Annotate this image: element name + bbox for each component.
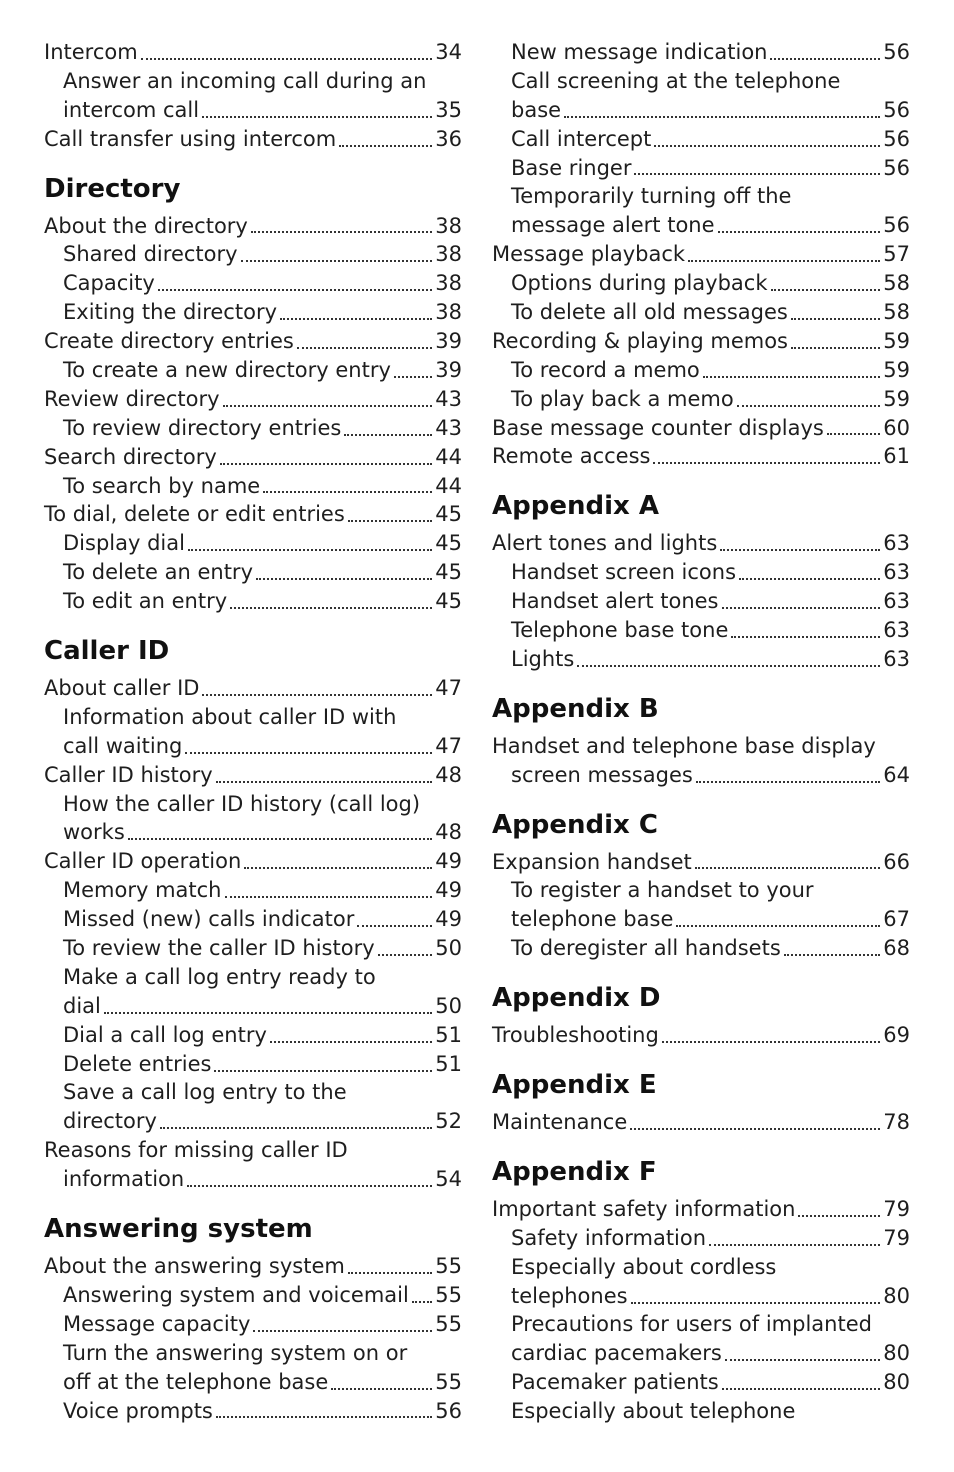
toc-entry-title: telephones [511,1283,628,1308]
section-heading-appendix-c: Appendix C [492,809,658,840]
dot-leader [798,1215,880,1217]
toc-entry[interactable] [492,1368,910,1397]
toc-page-number: 43 [435,386,462,411]
toc-entry[interactable] [44,1397,462,1426]
toc-entry-title: Troubleshooting [492,1023,659,1048]
toc-entry[interactable] [44,414,462,443]
toc-entry[interactable] [44,125,462,154]
dot-leader [709,1244,880,1246]
toc-entry[interactable] [492,616,910,645]
toc-page-number: 78 [883,1110,910,1135]
dot-leader [225,896,433,898]
dot-leader [202,116,432,118]
dot-leader [630,1128,880,1130]
toc-page-number: 47 [435,733,462,758]
dot-leader [141,58,433,60]
toc-entry[interactable] [44,327,462,356]
toc-page-number: 79 [883,1196,910,1221]
dot-leader [654,145,880,147]
toc-entry[interactable] [44,385,462,414]
dot-leader [394,376,432,378]
toc-entry-title: Lights [511,646,575,671]
toc-entry-text-line [44,67,462,96]
dot-leader [722,1388,881,1390]
toc-entry[interactable] [44,1252,462,1281]
toc-entry-title: off at the telephone base [63,1369,329,1394]
toc-page-number: 80 [883,1370,910,1395]
toc-entry-text-line [492,732,910,761]
toc-entry-title: Dial a call log entry [63,1022,267,1047]
toc-entry[interactable] [44,761,462,790]
dot-leader [230,607,432,609]
toc-entry[interactable] [492,414,910,443]
toc-entry[interactable] [492,1282,910,1311]
dot-leader [253,1330,432,1332]
toc-page-number: 63 [883,646,910,671]
toc-page-number: 49 [435,849,462,874]
dot-leader [348,1272,432,1274]
toc-entry[interactable] [44,1021,462,1050]
toc-entry[interactable] [44,356,462,385]
toc-entry-text-line [492,876,910,905]
toc-entry[interactable] [44,818,462,847]
toc-entry-title: telephone base [511,907,674,932]
toc-entry-title: Message playback [492,242,686,267]
toc-entry-title: Call transfer using intercom [44,126,337,151]
dot-leader [791,347,880,349]
toc-entry[interactable] [492,442,910,471]
toc-page-number: 69 [883,1023,910,1048]
toc-entry-title: cardiac pacemakers [511,1341,722,1366]
toc-entry-title: information [63,1167,185,1192]
toc-entry[interactable] [44,298,462,327]
dot-leader [241,260,433,262]
toc-entry-title: Memory match [63,878,222,903]
toc-entry-title: directory [63,1109,157,1134]
section-heading-appendix-b: Appendix B [492,693,659,724]
toc-entry-title: Remote access [492,444,651,469]
toc-entry[interactable] [44,443,462,472]
toc-page-number: 36 [435,126,462,151]
toc-page-number: 59 [883,386,910,411]
toc-entry-title: To dial, delete or edit entries [44,502,345,527]
toc-entry-title: Base message counter displays [492,415,824,440]
toc-page-number: 45 [435,560,462,585]
section-heading-appendix-f: Appendix F [492,1156,657,1187]
toc-entry-title: works [63,820,125,845]
dot-leader [220,463,432,465]
toc-page-number: 56 [883,126,910,151]
dot-leader [244,867,432,869]
toc-entry[interactable] [44,472,462,501]
toc-page-number: 49 [435,878,462,903]
dot-leader [564,116,880,118]
toc-right-column [492,38,910,1426]
toc-entry-text-line [44,703,462,732]
toc-entry[interactable] [44,212,462,241]
toc-entry-title: To delete an entry [63,560,253,585]
toc-entry-title: Review directory [44,386,220,411]
toc-entry-title: Caller ID operation [44,849,242,874]
dot-leader [216,781,433,783]
toc-entry[interactable] [492,38,910,67]
toc-entry-title: Answer an incoming call during an [63,68,427,93]
toc-entry[interactable] [492,356,910,385]
dot-leader [634,173,880,175]
dot-leader [187,1185,432,1187]
dot-leader [718,231,881,233]
toc-entry-title: Display dial [63,531,185,556]
toc-entry[interactable] [492,905,910,934]
toc-entry[interactable] [44,674,462,703]
toc-entry-title: Voice prompts [63,1398,213,1423]
toc-entry[interactable] [492,240,910,269]
dot-leader [348,520,432,522]
dot-leader [216,1416,432,1418]
toc-entry-title: To record a memo [511,357,700,382]
toc-entry-title: intercom call [63,97,200,122]
toc-page-number: 56 [435,1398,462,1423]
toc-page-number: 60 [883,415,910,440]
toc-entry[interactable] [492,645,910,674]
toc-page-number: 63 [883,618,910,643]
toc-entry[interactable] [492,1021,910,1050]
dot-leader [662,1041,880,1043]
toc-page-number: 43 [435,415,462,440]
toc-entry-title: Reasons for missing caller ID [44,1138,348,1163]
dot-leader [378,954,433,956]
toc-entry-text-line [492,67,910,96]
toc-entry[interactable] [44,905,462,934]
toc-entry-title: Especially about cordless [511,1254,777,1279]
toc-entry-title: Call intercept [511,126,652,151]
toc-entry-title: To play back a memo [511,386,734,411]
toc-entry[interactable] [44,934,462,963]
toc-page-number: 58 [883,300,910,324]
toc-entry-title: To review directory entries [63,415,342,440]
toc-entry[interactable] [492,298,910,327]
toc-page-number: 80 [883,1341,910,1366]
toc-page-number: 56 [883,155,910,180]
toc-page-number: 35 [435,97,462,122]
toc-entry-title: Telephone base tone [511,618,729,643]
toc-entry[interactable] [44,38,462,67]
toc-entry-title: Alert tones and lights [492,531,718,556]
toc-entry-title: Capacity [63,271,155,296]
toc-page-number: 38 [435,242,462,267]
toc-entry[interactable] [492,125,910,154]
toc-page-number: 63 [883,589,910,614]
toc-entry-title: To edit an entry [63,589,228,614]
dot-leader [270,1041,432,1043]
dot-leader [688,260,880,262]
toc-entry-title: To delete all old messages [511,300,788,324]
section-heading-appendix-e: Appendix E [492,1070,657,1101]
toc-entry-title: message alert tone [511,213,715,238]
toc-page-number: 45 [435,531,462,556]
toc-page-number: 79 [883,1225,910,1250]
toc-entry-text-line [492,1311,910,1340]
toc-entry-title: Base ringer [511,155,632,180]
toc-entry[interactable] [44,269,462,298]
toc-entry-title: Delete entries [63,1051,212,1076]
dot-leader [344,434,432,436]
toc-entry[interactable] [44,529,462,558]
toc-entry[interactable] [44,992,462,1021]
toc-page-number: 61 [883,444,910,469]
toc-page-number: 68 [883,936,910,961]
dot-leader [128,838,433,840]
dot-leader [770,58,880,60]
section-heading-appendix-d: Appendix D [492,983,661,1014]
dot-leader [696,781,880,783]
toc-entry[interactable] [492,1339,910,1368]
dot-leader [223,405,433,407]
toc-entry[interactable] [492,1224,910,1253]
dot-leader [784,954,881,956]
toc-page-number: 55 [435,1311,462,1336]
dot-leader [339,145,432,147]
dot-leader [631,1302,881,1304]
dot-leader [188,549,432,551]
toc-entry-title: Intercom [44,39,138,64]
dot-leader [256,578,432,580]
toc-page-number: 57 [883,242,910,267]
toc-page-number: 56 [883,97,910,122]
dot-leader [739,578,880,580]
toc-page-number: 48 [435,762,462,787]
toc-entry[interactable] [492,154,910,183]
toc-entry-text-line [492,1397,910,1426]
toc-entry-title: Maintenance [492,1110,628,1135]
toc-page-number: 59 [883,357,910,382]
toc-page-number: 34 [435,39,462,64]
toc-entry-title: Missed (new) calls indicator [63,907,355,932]
toc-entry-title: Especially about telephone [511,1399,796,1424]
toc-entry-text-line [492,182,910,211]
toc-entry[interactable] [44,876,462,905]
toc-entry-title: Options during playback [511,271,768,296]
toc-entry-title: Information about caller ID with [63,704,397,729]
toc-left-column [44,38,462,1425]
toc-entry[interactable] [44,1368,462,1397]
toc-entry-title: About the answering system [44,1254,345,1279]
toc-entry-title: To search by name [63,473,261,498]
toc-entry-title: call waiting [63,733,183,758]
dot-leader [251,231,432,233]
dot-leader [202,694,432,696]
dot-leader [280,318,432,320]
toc-entry-title: About the directory [44,213,248,238]
toc-entry-title: Recording & playing memos [492,328,788,353]
toc-page-number: 47 [435,676,462,701]
toc-entry-title: dial [63,993,101,1018]
dot-leader [703,376,881,378]
toc-entry-title: Important safety information [492,1196,796,1221]
toc-page-number: 38 [435,213,462,238]
toc-page-number: 39 [435,358,462,382]
section-heading-caller-id: Caller ID [44,636,170,667]
toc-entry[interactable] [44,847,462,876]
toc-entry-title: Message capacity [63,1311,251,1336]
dot-leader [577,665,880,667]
toc-page-number: 44 [435,444,462,469]
toc-entry[interactable] [492,761,910,790]
dot-leader [725,1359,880,1361]
toc-page-number: 59 [883,328,910,353]
toc-entry-title: Expansion handset [492,849,692,874]
toc-entry[interactable] [492,934,910,963]
toc-entry-title: Save a call log entry to the [63,1080,347,1105]
toc-page-number: 54 [435,1167,462,1192]
dot-leader [653,462,880,464]
dot-leader [827,433,880,435]
toc-entry[interactable] [492,529,910,558]
toc-entry-title: Turn the answering system on or [63,1340,408,1365]
toc-entry[interactable] [492,558,910,587]
section-heading-appendix-a: Appendix A [492,491,659,522]
toc-page-number: 64 [883,762,910,787]
toc-entry[interactable] [44,1050,462,1079]
dot-leader [731,636,880,638]
toc-page-number: 49 [435,907,462,932]
toc-page-number: 66 [883,849,910,874]
toc-page-number: 44 [435,473,462,498]
toc-entry-text-line [44,1136,462,1165]
toc-entry[interactable] [492,1195,910,1224]
dot-leader [676,925,880,927]
toc-page-number: 51 [435,1051,462,1076]
toc-entry-title: Handset screen icons [511,560,737,585]
toc-entry-text-line [44,1079,462,1108]
dot-leader [412,1301,432,1303]
toc-entry[interactable] [44,500,462,529]
toc-page-number: 80 [883,1283,910,1308]
toc-page-number: 38 [435,300,462,325]
toc-page-number: 50 [435,993,462,1018]
toc-page-number: 52 [435,1109,462,1134]
toc-entry-text-line [44,1339,462,1368]
dot-leader [160,1127,432,1129]
toc-entry[interactable] [44,558,462,587]
toc-entry[interactable] [44,96,462,125]
dot-leader [158,289,432,291]
dot-leader [331,1388,432,1390]
toc-entry-title: Precautions for users of implanted [511,1312,872,1337]
toc-page-number: 50 [435,936,462,961]
toc-entry[interactable] [492,96,910,125]
dot-leader [771,289,881,291]
toc-entry[interactable] [492,211,910,240]
toc-entry-title: Create directory entries [44,329,294,354]
toc-page-number: 45 [435,589,462,614]
toc-page-number: 56 [883,213,910,238]
dot-leader [297,347,432,349]
toc-page-number: 55 [435,1254,462,1279]
toc-entry-title: To register a handset to your [511,878,814,903]
toc-entry-title: New message indication [511,39,768,64]
toc-page-number: 45 [435,502,462,527]
toc-page-number: 63 [883,531,910,556]
toc-entry-text-line [44,963,462,992]
toc-entry[interactable] [44,1281,462,1310]
toc-entry[interactable] [44,1165,462,1194]
toc-entry-title: screen messages [511,762,693,787]
toc-entry[interactable] [492,385,910,414]
dot-leader [357,925,432,927]
toc-entry-title: To create a new directory entry [63,358,391,382]
dot-leader [722,607,881,609]
toc-entry[interactable] [492,327,910,356]
toc-entry-title: Temporarily turning off the [511,184,792,209]
toc-entry-text-line [44,790,462,819]
toc-entry-title: Shared directory [63,242,238,267]
toc-entry-title: Handset alert tones [511,589,719,614]
toc-page-number: 51 [435,1022,462,1047]
toc-entry[interactable] [44,240,462,269]
toc-entry-title: Call screening at the telephone [511,68,841,93]
section-heading-directory: Directory [44,173,181,204]
toc-entry-title: About caller ID [44,676,200,701]
toc-page-number: 39 [435,329,462,354]
toc-page-number: 48 [435,820,462,845]
toc-entry[interactable] [44,587,462,616]
toc-entry-title: To deregister all handsets [511,936,781,961]
toc-page-number: 63 [883,560,910,585]
toc-page-number: 67 [883,907,910,932]
dot-leader [104,1012,432,1014]
toc-entry[interactable] [492,1108,910,1137]
toc-entry[interactable] [44,1107,462,1136]
toc-entry-title: How the caller ID history (call log) [63,791,421,816]
toc-entry-title: Safety information [511,1225,707,1250]
toc-entry-title: To review the caller ID history [63,936,375,961]
toc-entry-title: Answering system and voicemail [63,1282,409,1307]
dot-leader [263,491,432,493]
toc-entry[interactable] [44,1310,462,1339]
toc-entry[interactable] [44,732,462,761]
toc-page-number: 55 [435,1369,462,1394]
toc-entry-title: Pacemaker patients [511,1370,719,1395]
dot-leader [214,1070,432,1072]
toc-entry-text-line [492,1253,910,1282]
toc-entry[interactable] [492,269,910,298]
toc-page-number: 58 [883,271,910,296]
dot-leader [720,549,880,551]
toc-page-number: 55 [435,1282,462,1307]
toc-entry-title: Make a call log entry ready to [63,964,376,989]
toc-entry-title: Exiting the directory [63,300,277,325]
toc-entry-title: Caller ID history [44,762,213,787]
dot-leader [791,318,880,320]
toc-page-number: 38 [435,271,462,296]
dot-leader [695,867,881,869]
toc-entry-title: Handset and telephone base display [492,733,876,758]
dot-leader [737,405,881,407]
dot-leader [185,752,432,754]
toc-entry[interactable] [492,587,910,616]
toc-entry-title: base [511,97,562,122]
section-heading-answering-system: Answering system [44,1214,313,1245]
toc-page-number: 56 [883,39,910,64]
toc-entry[interactable] [492,848,910,877]
toc-entry-title: Search directory [44,444,217,469]
